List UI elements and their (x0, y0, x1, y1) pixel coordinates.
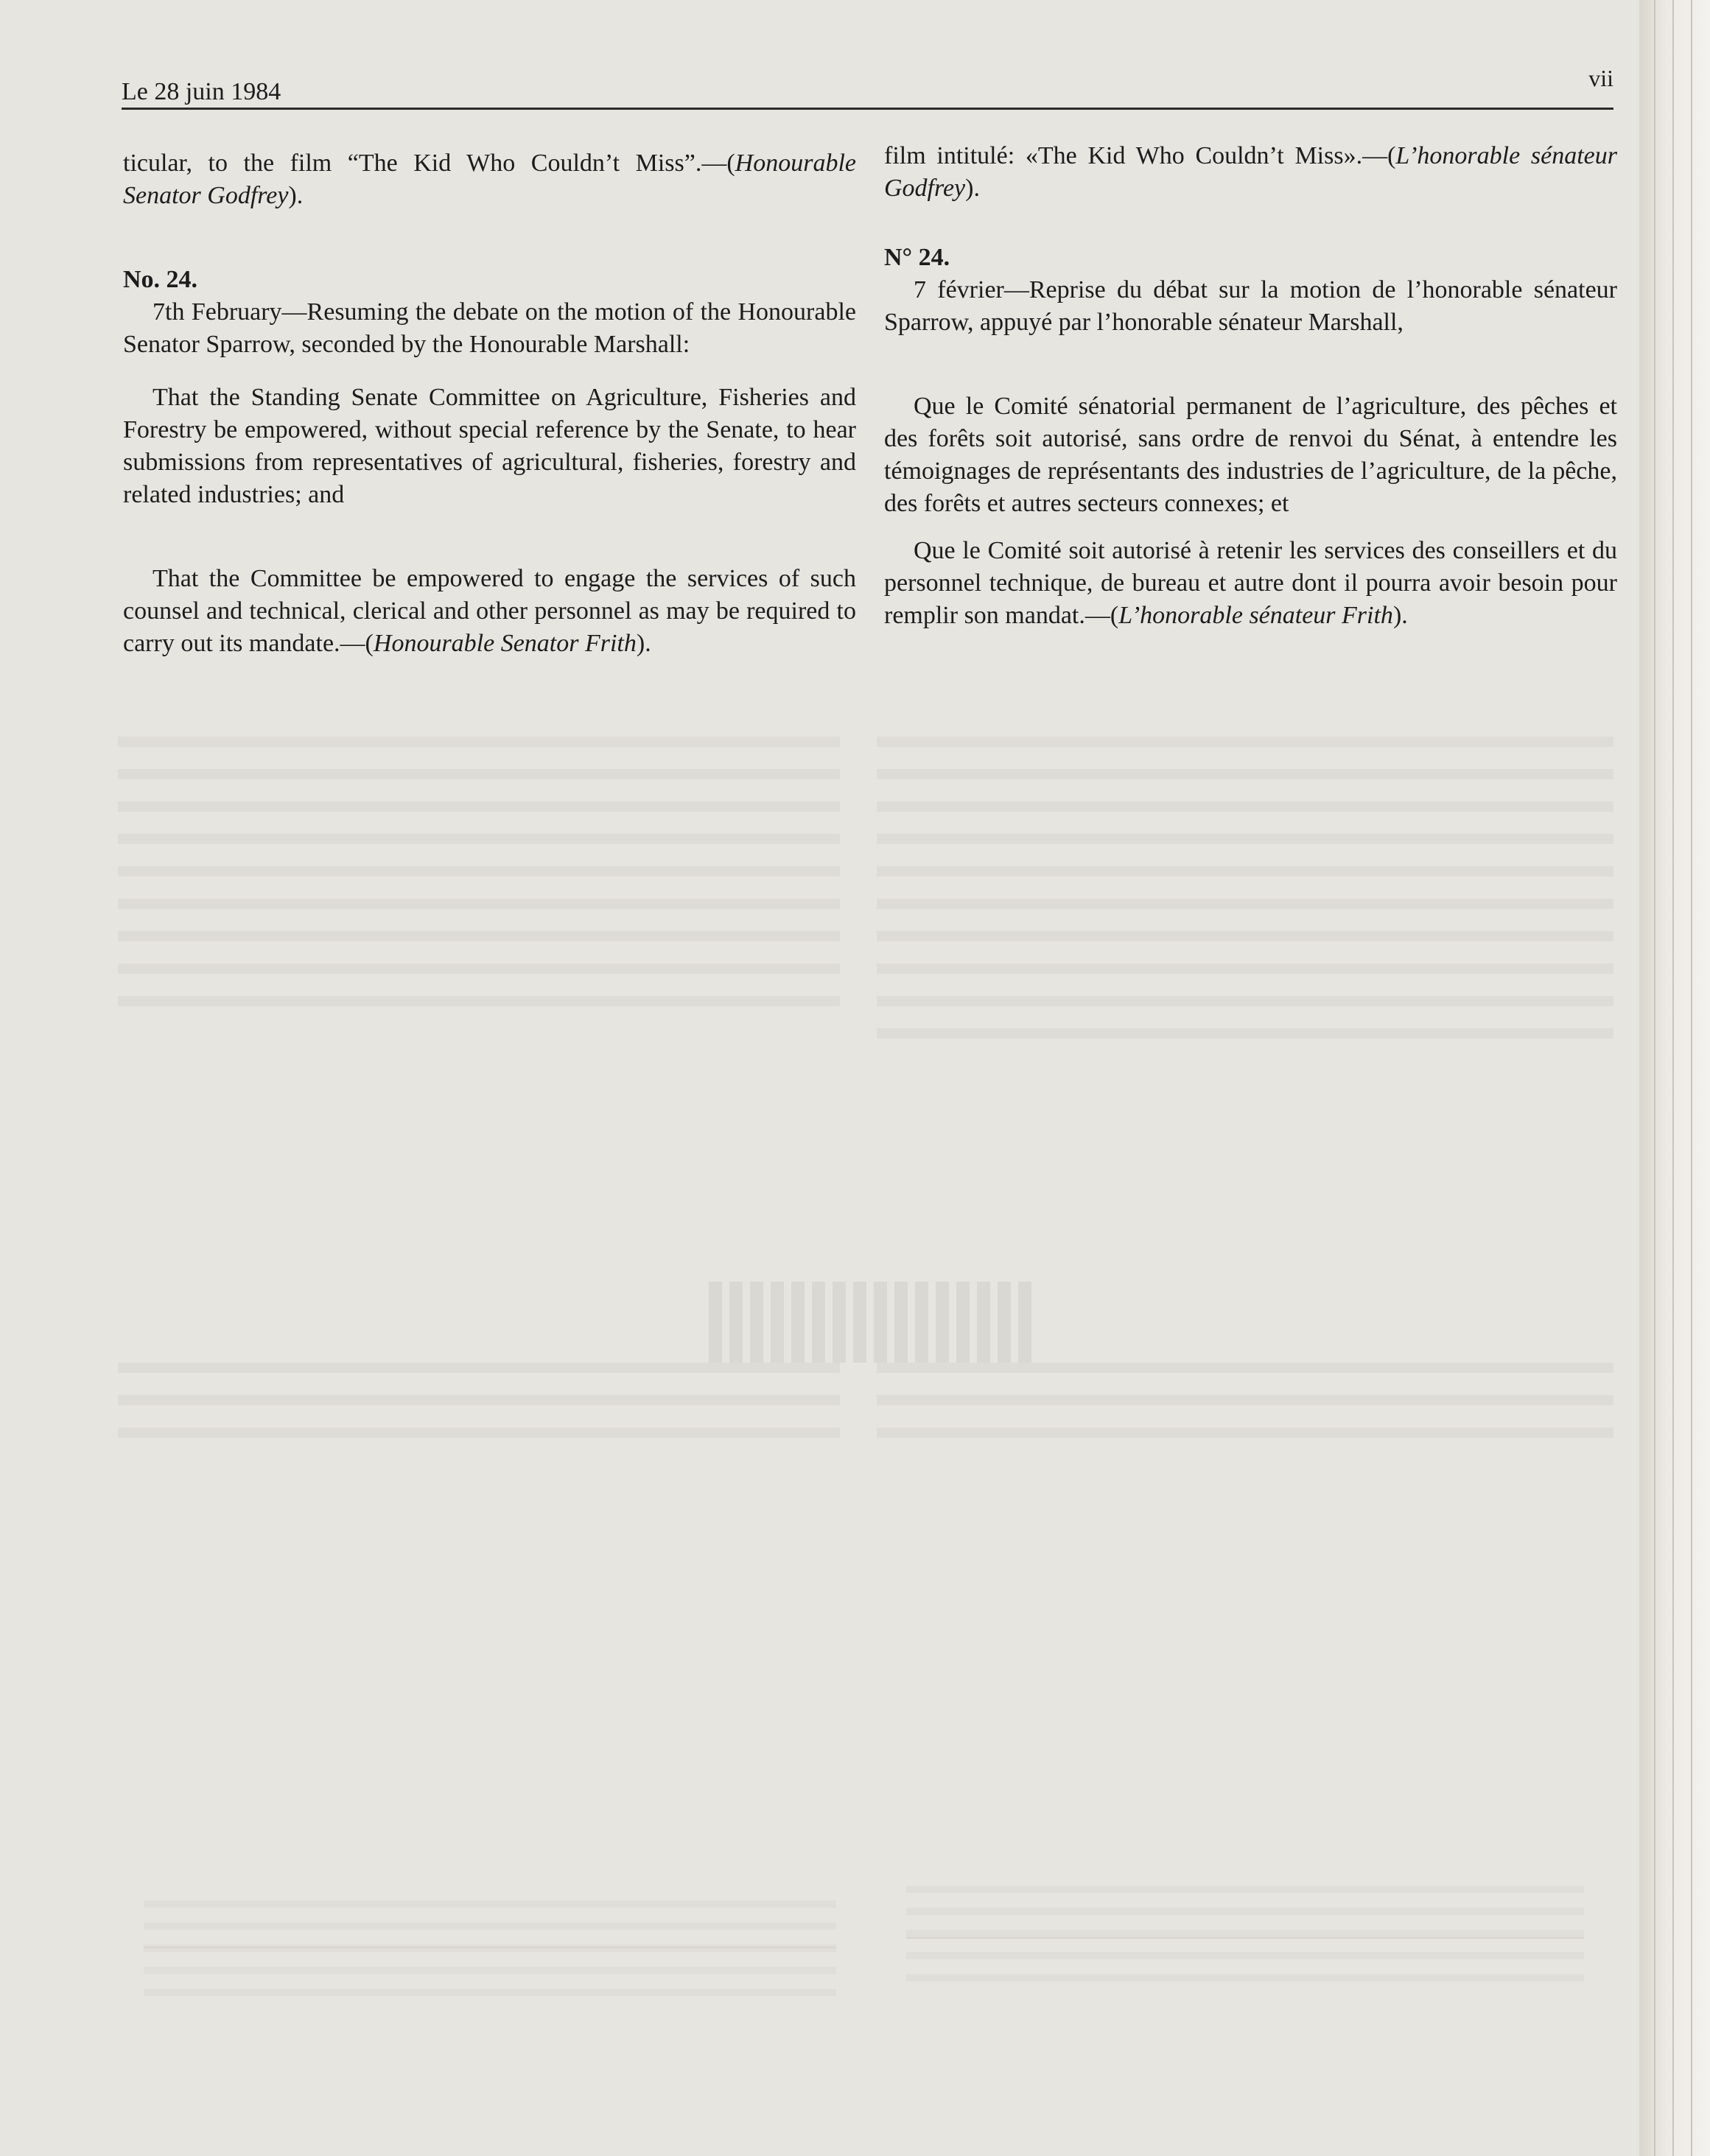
bleed-through-block (877, 1363, 1613, 1458)
motion-paragraph-1: That the Standing Senate Committee on Agriculture, Fisheries and Forestry be empowered, without special reference by the Senate, to hear submissions from representatives of agricultural, fisheries, forestry and related industries; and (123, 384, 856, 508)
item-number: N° 24. (884, 244, 950, 271)
intro-paragraph: film intitulé: «The Kid Who Couldn’t Miss».—(L’honorable sénateur Godfrey). (884, 142, 1617, 202)
bleed-through-rule (144, 1947, 836, 1948)
bleed-through-footer (906, 1886, 1584, 1981)
motion-paragraph-2: That the Committee be empowered to engage the services of such counsel and technical, clerical and other personnel as may be required to carry out its mandate.—(Honourable Senator Frith). (123, 565, 856, 657)
motion-lead: 7th February—Resuming the debate on the motion of the Honourable Senator Sparrow, seconded by the Honourable Marshall: (123, 298, 856, 358)
page-edge (1639, 0, 1710, 2156)
intro-paragraph: ticular, to the film “The Kid Who Couldn’t Miss”.—(Honourable Senator Godfrey). (123, 150, 856, 209)
item-number: No. 24. (123, 266, 198, 293)
header-date: Le 28 juin 1984 (122, 78, 281, 105)
page-header (122, 65, 1613, 112)
bleed-through-block (118, 1363, 840, 1458)
motion-paragraph-2: Que le Comité soit autorisé à retenir les services des conseillers et du personnel technique, de bureau et autre dont il pourra avoir besoin pour remplir son mandat.—(L’honorable sénateur Frith). (884, 537, 1617, 629)
page-number: vii (1588, 65, 1613, 91)
bleed-through-block (877, 737, 1613, 1046)
bleed-through-heading (707, 1282, 1031, 1363)
motion-lead: 7 février—Reprise du débat sur la motion de l’honorable sénateur Sparrow, appuyé par l’honorable sénateur Marshall, (884, 276, 1617, 336)
header-rule (122, 108, 1613, 110)
motion-paragraph-1: Que le Comité sénatorial permanent de l’agriculture, des pêches et des forêts soit autorisé, sans ordre de renvoi du Sénat, à entendre les témoignages de représentants des industries de l’agriculture, de la pêche, des forêts et autres secteurs connexes; et (884, 393, 1617, 517)
bleed-through-rule (906, 1937, 1584, 1939)
bleed-through-footer (144, 1900, 836, 1996)
english-column (123, 140, 856, 660)
bleed-through-block (118, 737, 840, 1016)
french-column (884, 140, 1617, 632)
